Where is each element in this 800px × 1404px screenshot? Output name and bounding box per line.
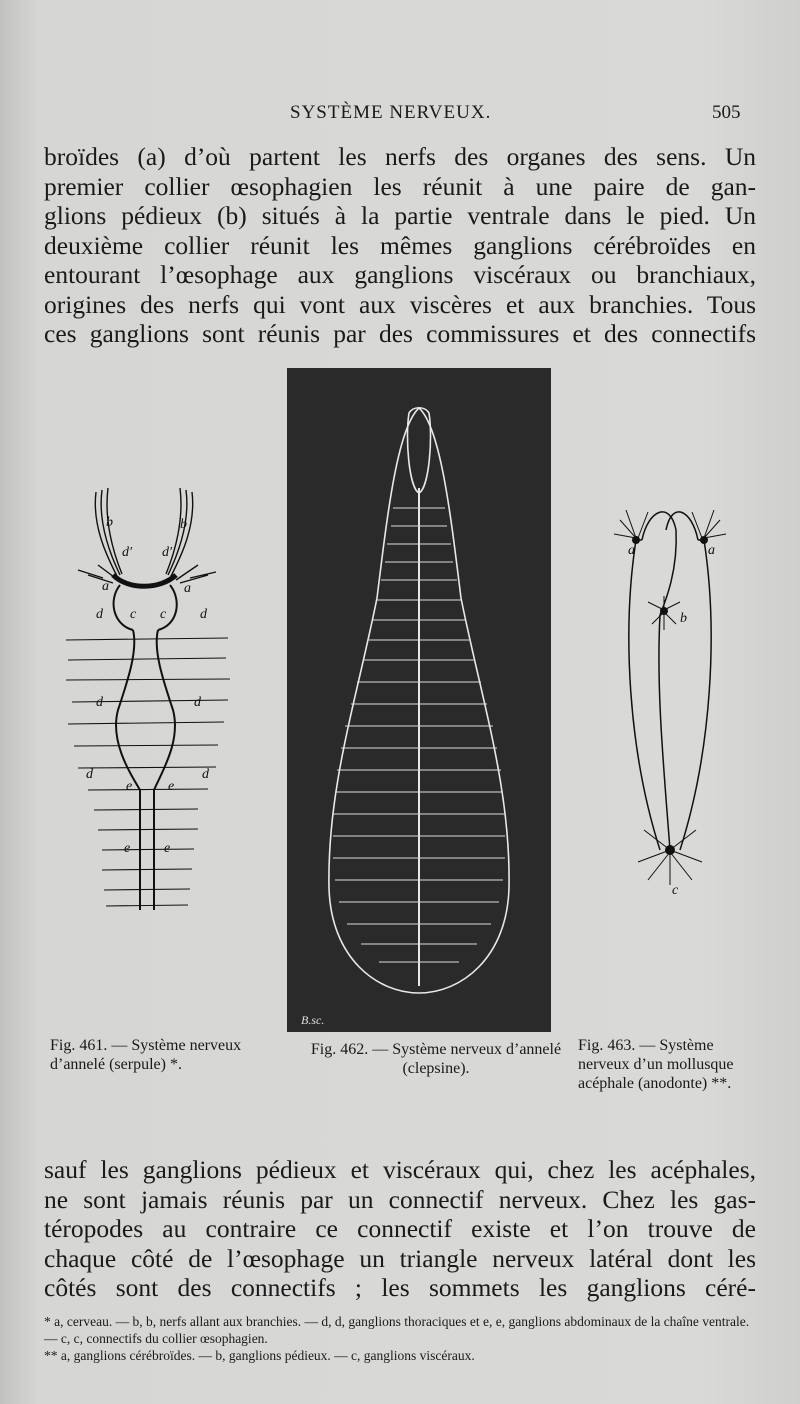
footnotes xyxy=(44,1313,756,1364)
fig461-label-a: a xyxy=(102,579,109,594)
text-line: chaque côté de l’œsophage un triangle nerveux latéral dont les xyxy=(44,1243,756,1273)
footnote: * a, cerveau. — b, b, nerfs allant aux branchies. — d, d, ganglions thoraciques et e, e, ganglions abdominaux de la chaîne ventrale. — c, c, connectifs du collier œsophagien. xyxy=(44,1314,750,1346)
top-paragraph xyxy=(44,142,756,349)
text-line: sauf les ganglions pédieux et viscéraux qui, chez les acéphales, xyxy=(44,1155,756,1184)
text-line: premier collier œsophagien les réunit à une paire de gan- xyxy=(44,171,756,201)
figure-462-caption: Fig. 462. — Système nerveux d’annelé (clepsine). xyxy=(310,1041,562,1077)
text-line: broïdes (a) d’où partent les nerfs des organes des sens. Un xyxy=(44,142,756,171)
fig461-label-d: d xyxy=(86,767,93,782)
footnote: ** a, ganglions cérébroïdes. — b, ganglions pédieux. — c, ganglions viscéraux. xyxy=(44,1348,475,1363)
fig461-label-a: a xyxy=(184,581,191,596)
fig461-label-b: b xyxy=(106,515,113,530)
text-line: côtés sont des connectifs ; les sommets les ganglions céré- xyxy=(44,1273,756,1302)
engraver-signature: B.sc. xyxy=(301,1013,325,1027)
fig461-label-d: d xyxy=(96,695,103,710)
fig463-label-a: a xyxy=(708,543,715,558)
running-title: SYSTÈME NERVEUX. xyxy=(290,102,492,123)
bottom-paragraph xyxy=(44,1155,756,1303)
figure-463-illustration xyxy=(608,490,738,910)
text-line: ne sont jamais réunis par un connectif nerveux. Chez les gas- xyxy=(44,1184,756,1214)
text-line: téropodes au contraire ce connectif existe et l’on trouve de xyxy=(44,1214,756,1243)
fig461-label-c: c xyxy=(130,607,137,622)
fig463-label-b: b xyxy=(680,611,687,626)
text-line: origines des nerfs qui vont aux viscères et aux branchies. Tous xyxy=(44,289,756,319)
figure-462-illustration xyxy=(287,368,551,1032)
figure-463-caption: Fig. 463. — Système nerveux d’un mollusque acéphale (anodonte) **. xyxy=(578,1037,734,1092)
fig461-label-d: d xyxy=(96,607,103,622)
text-line: glions pédieux (b) situés à la partie ventrale dans le pied. Un xyxy=(44,201,756,230)
fig461-label-e: e xyxy=(168,779,175,794)
running-header xyxy=(0,102,800,132)
fig461-label-d-prime: d′ xyxy=(122,545,133,560)
page-number: 505 xyxy=(712,102,741,123)
fig463-label-c: c xyxy=(672,883,679,898)
text-line: entourant l’œsophage aux ganglions viscéraux ou branchiaux, xyxy=(44,260,756,289)
fig463-label-a: a xyxy=(628,543,635,558)
fig461-label-d: d xyxy=(202,767,209,782)
text-line: ces ganglions sont réunis par des commissures et des connectifs xyxy=(44,319,756,348)
fig461-label-e: e xyxy=(126,779,133,794)
fig461-label-d-prime: d′ xyxy=(162,545,173,560)
fig461-label-d: d xyxy=(194,695,201,710)
fig461-label-e: e xyxy=(124,841,131,856)
fig461-label-b: b xyxy=(180,517,187,532)
text-line: deuxième collier réunit les mêmes ganglions cérébroïdes en xyxy=(44,230,756,260)
figure-461-illustration xyxy=(58,480,238,920)
fig461-label-e: e xyxy=(164,841,171,856)
fig461-label-c: c xyxy=(160,607,167,622)
fig461-label-d: d xyxy=(200,607,207,622)
figure-461-caption: Fig. 461. — Système nerveux d’annelé (serpule) *. xyxy=(50,1037,242,1073)
